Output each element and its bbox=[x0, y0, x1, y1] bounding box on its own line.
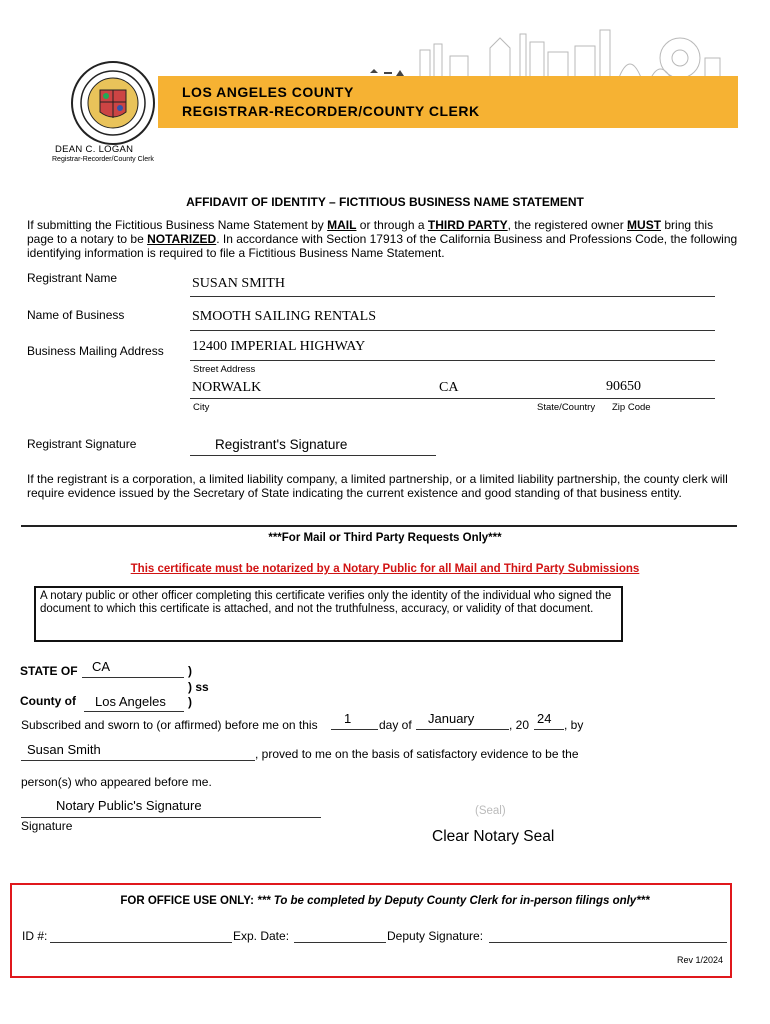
day-of-label: day of bbox=[379, 718, 412, 732]
deputy-signature-line[interactable] bbox=[489, 942, 727, 943]
form-title: AFFIDAVIT OF IDENTITY – FICTITIOUS BUSINESS NAME STATEMENT bbox=[186, 195, 584, 209]
business-name-line bbox=[190, 330, 715, 331]
mailing-address-label: Business Mailing Address bbox=[27, 344, 164, 358]
official-name: DEAN C. LOGAN bbox=[55, 144, 134, 155]
sworn-day-value[interactable]: 1 bbox=[344, 711, 352, 726]
deputy-signature-label: Deputy Signature: bbox=[387, 929, 484, 943]
exp-date-line[interactable] bbox=[294, 942, 386, 943]
org-line2: REGISTRAR-RECORDER/COUNTY CLERK bbox=[182, 103, 480, 119]
sworn-month-line bbox=[416, 729, 509, 730]
mail-only-heading: ***For Mail or Third Party Requests Only*** bbox=[268, 532, 502, 544]
id-label: ID #: bbox=[22, 929, 48, 943]
county-of-line bbox=[84, 711, 184, 712]
year-prefix-label: , 20 bbox=[509, 718, 530, 732]
street-value[interactable]: 12400 IMPERIAL HIGHWAY bbox=[192, 339, 366, 354]
proved-text: , proved to me on the basis of satisfactory evidence to be the bbox=[255, 747, 579, 761]
seal-placeholder: (Seal) bbox=[475, 805, 506, 817]
ss-label: ) ss bbox=[188, 680, 209, 694]
sworn-month-value[interactable]: January bbox=[428, 711, 475, 726]
city-skyline-graphic bbox=[360, 28, 740, 80]
official-title: Registrar-Recorder/County Clerk bbox=[52, 156, 154, 163]
city-label: City bbox=[193, 402, 210, 413]
sworn-day-line bbox=[331, 729, 378, 730]
intro-paragraph: If submitting the Fictitious Business Name Statement by MAIL or through a THIRD PARTY, the registered owner MUST bring this page to a notary to be NOTARIZED. In accordance with Section 17913 of the California Business and Professions Code, the following identifying information is required to file a Fictitious Business Name Statement. bbox=[27, 218, 738, 260]
sworn-year-line bbox=[534, 729, 564, 730]
sworn-year-value[interactable]: 24 bbox=[537, 711, 552, 726]
clear-notary-seal-button[interactable]: Clear Notary Seal bbox=[432, 828, 555, 845]
state-of-label: STATE OF bbox=[20, 664, 78, 678]
paren-3: ) bbox=[188, 695, 192, 709]
zip-label: Zip Code bbox=[612, 402, 651, 413]
signature-line bbox=[190, 455, 436, 456]
corporation-note: If the registrant is a corporation, a limited liability company, a limited partnership, or a limited liability partnership, the county clerk will require evidence issued by the Secretary of State indicating the current existence and good standing of that business entity. bbox=[27, 472, 728, 500]
org-line1: LOS ANGELES COUNTY bbox=[182, 84, 354, 100]
county-seal-logo bbox=[70, 60, 156, 146]
registrant-name-value[interactable]: SUSAN SMITH bbox=[192, 276, 285, 291]
state-of-line bbox=[82, 677, 184, 678]
registrant-signature-label: Registrant Signature bbox=[27, 437, 137, 451]
registrant-name-line bbox=[190, 296, 715, 297]
business-name-value[interactable]: SMOOTH SAILING RENTALS bbox=[192, 309, 376, 324]
notary-signature-value[interactable]: Notary Public's Signature bbox=[56, 798, 202, 813]
street-label: Street Address bbox=[193, 364, 256, 375]
state-value[interactable]: CA bbox=[439, 380, 459, 395]
by-label: , by bbox=[564, 718, 584, 732]
id-line[interactable] bbox=[50, 942, 232, 943]
state-of-value[interactable]: CA bbox=[92, 659, 111, 674]
sworn-text: Subscribed and sworn to (or affirmed) before me on this bbox=[21, 718, 318, 732]
business-name-label: Name of Business bbox=[27, 308, 125, 322]
notarize-notice: This certificate must be notarized by a Notary Public for all Mail and Third Party Submissions bbox=[130, 563, 640, 575]
exp-date-label: Exp. Date: bbox=[233, 929, 290, 943]
paren-1: ) bbox=[188, 664, 192, 678]
notary-signature-line bbox=[21, 817, 321, 818]
section-divider bbox=[21, 525, 737, 527]
affiant-name-value[interactable]: Susan Smith bbox=[27, 742, 101, 757]
revision-label: Rev 1/2024 bbox=[677, 955, 724, 965]
persons-text: person(s) who appeared before me. bbox=[21, 775, 212, 789]
signature-caption: Signature bbox=[21, 819, 73, 833]
city-line bbox=[190, 398, 715, 399]
county-of-label: County of bbox=[20, 694, 76, 708]
registrant-signature-value[interactable]: Registrant's Signature bbox=[215, 437, 348, 452]
notary-disclaimer-text: A notary public or other officer completing this certificate verifies only the identity of the individual who signed the document to which this certificate is attached, and not the truthfulness, accuracy, or validity of that document. bbox=[40, 590, 612, 615]
office-use-heading: FOR OFFICE USE ONLY: *** To be completed by Deputy County Clerk for in-person filings only*** bbox=[120, 895, 650, 907]
registrant-name-label: Registrant Name bbox=[27, 271, 118, 285]
zip-value[interactable]: 90650 bbox=[606, 379, 641, 394]
city-value[interactable]: NORWALK bbox=[192, 380, 262, 395]
affiant-name-line bbox=[21, 760, 255, 761]
county-of-value[interactable]: Los Angeles bbox=[95, 694, 166, 709]
state-label: State/Country bbox=[537, 402, 596, 413]
street-line bbox=[190, 360, 715, 361]
